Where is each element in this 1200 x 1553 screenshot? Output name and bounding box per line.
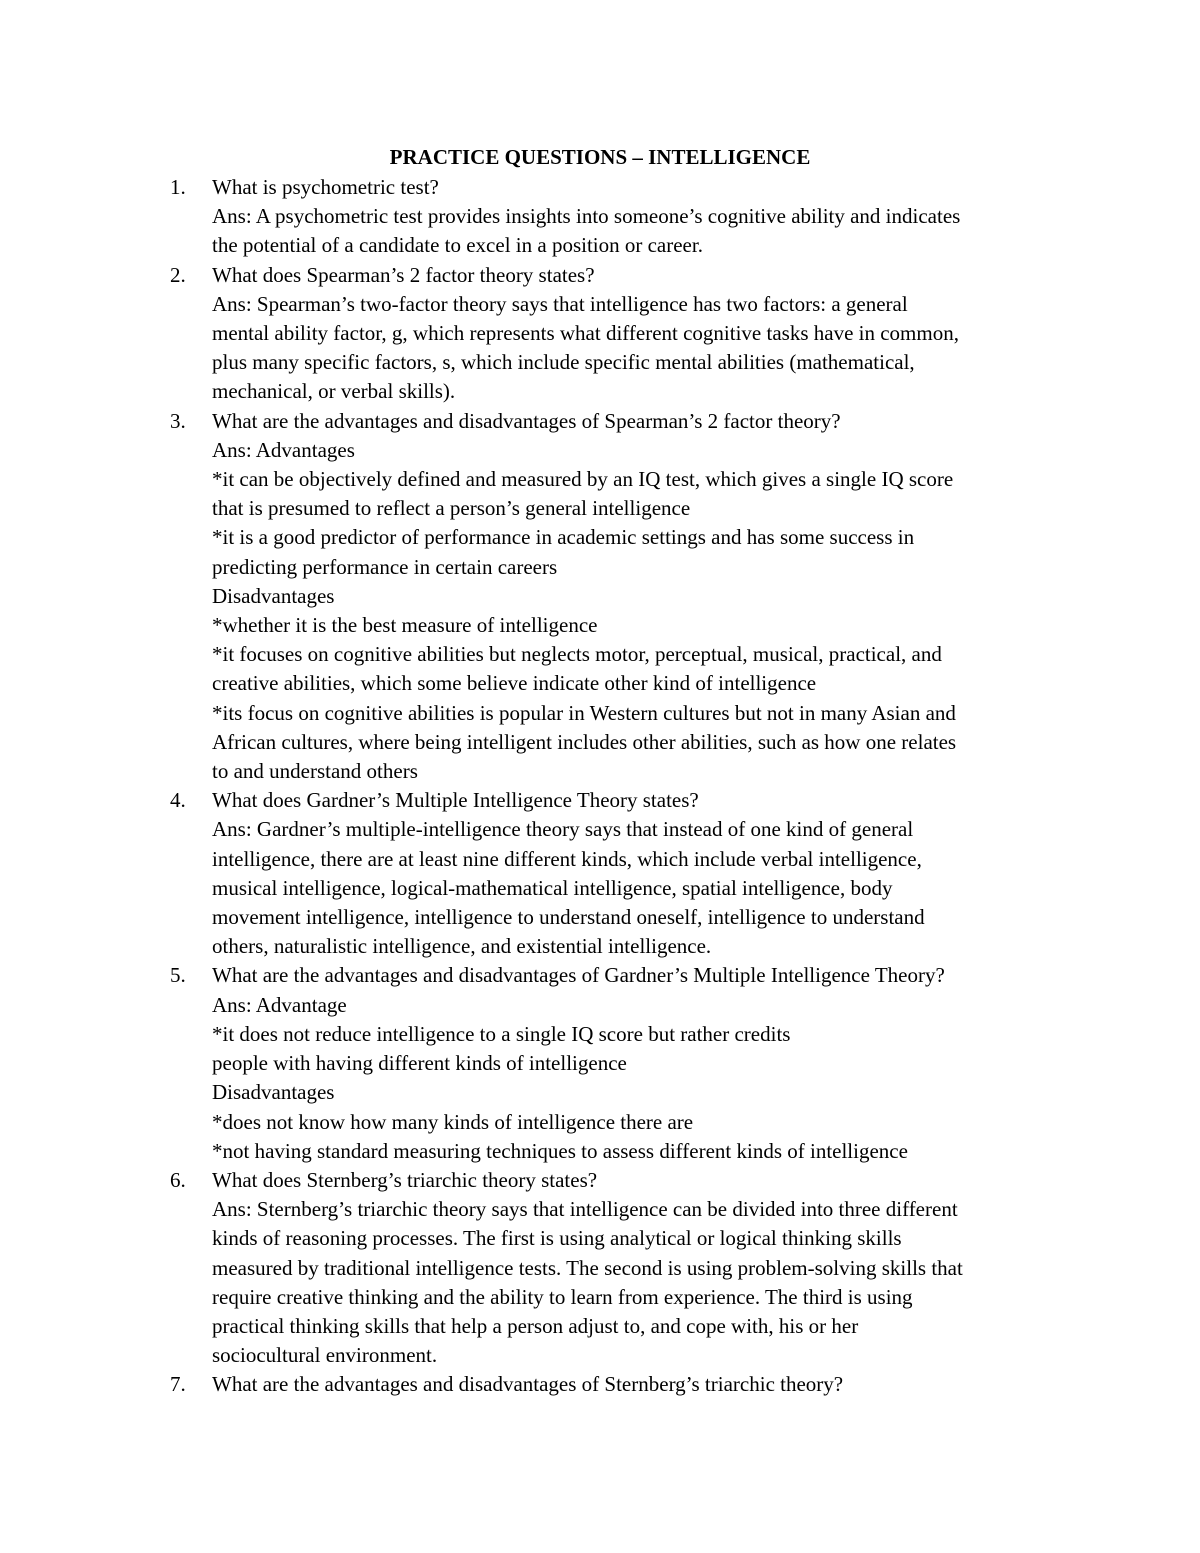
question-item — [170, 407, 1070, 787]
question-item — [170, 1166, 1070, 1370]
answer-line: sociocultural environment. — [212, 1343, 438, 1368]
answer-line: kinds of reasoning processes. The first is using analytical or logical thinking skills — [212, 1226, 902, 1251]
answer-line: African cultures, where being intelligent includes other abilities, such as how one relates — [212, 729, 957, 754]
answer-line: measured by traditional intelligence tests. The second is using problem-solving skills that — [212, 1255, 963, 1280]
answer-line: *it does not reduce intelligence to a single IQ score but rather credits — [212, 1021, 791, 1046]
answer-line: Ans: Spearman’s two-factor theory says that intelligence has two factors: a general — [212, 291, 908, 316]
answer-line: *it focuses on cognitive abilities but neglects motor, perceptual, musical, practical, and — [212, 642, 942, 667]
question-text: What does Spearman’s 2 factor theory states? — [212, 262, 595, 287]
question-list — [170, 173, 1070, 1400]
answer-line: plus many specific factors, s, which include specific mental abilities (mathematical, — [212, 350, 915, 375]
question-item — [170, 1370, 1070, 1399]
answer-line: Disadvantages — [212, 1080, 335, 1105]
question-number: 7. — [170, 1372, 186, 1397]
question-item — [170, 786, 1070, 961]
question-item — [170, 173, 1070, 261]
question-text: What does Gardner’s Multiple Intelligence Theory states? — [212, 788, 699, 813]
answer-line: to and understand others — [212, 759, 418, 784]
question-number: 2. — [170, 262, 186, 287]
page-title: PRACTICE QUESTIONS – INTELLIGENCE — [389, 145, 811, 169]
answer-line: others, naturalistic intelligence, and existential intelligence. — [212, 934, 712, 959]
answer-line: people with having different kinds of intelligence — [212, 1051, 627, 1076]
question-number: 3. — [170, 408, 186, 433]
answer-line: *does not know how many kinds of intelligence there are — [212, 1109, 694, 1134]
answer-line: *it can be objectively defined and measured by an IQ test, which gives a single IQ score — [212, 467, 954, 492]
question-text: What are the advantages and disadvantages of Spearman’s 2 factor theory? — [212, 408, 841, 433]
answer-line: mechanical, or verbal skills). — [212, 379, 456, 404]
question-item — [170, 961, 1070, 1165]
answer-line: *its focus on cognitive abilities is popular in Western cultures but not in many Asian and — [212, 700, 956, 725]
answer-line: Ans: Sternberg’s triarchic theory says that intelligence can be divided into three different — [212, 1197, 958, 1222]
answer-line: the potential of a candidate to excel in a position or career. — [212, 233, 703, 258]
question-number: 5. — [170, 963, 186, 988]
question-number: 4. — [170, 788, 186, 813]
answer-line: Ans: Advantages — [212, 437, 355, 462]
question-text: What does Sternberg’s triarchic theory states? — [212, 1167, 598, 1192]
answer-line: creative abilities, which some believe indicate other kind of intelligence — [212, 671, 817, 696]
answer-line: practical thinking skills that help a person adjust to, and cope with, his or her — [212, 1313, 859, 1338]
question-text: What are the advantages and disadvantages of Gardner’s Multiple Intelligence Theory? — [212, 963, 945, 988]
answer-line: require creative thinking and the ability to learn from experience. The third is using — [212, 1284, 913, 1309]
answer-line: that is presumed to reflect a person’s general intelligence — [212, 496, 691, 521]
answer-line: Ans: Advantage — [212, 992, 347, 1017]
answer-line: *whether it is the best measure of intelligence — [212, 613, 598, 638]
question-number: 6. — [170, 1167, 186, 1192]
answer-line: Disadvantages — [212, 583, 335, 608]
question-text: What is psychometric test? — [212, 175, 439, 199]
answer-line: musical intelligence, logical-mathematical intelligence, spatial intelligence, body — [212, 875, 893, 900]
answer-line: intelligence, there are at least nine different kinds, which include verbal intelligence, — [212, 846, 922, 871]
answer-line: *it is a good predictor of performance in academic settings and has some success in — [212, 525, 915, 550]
answer-line: *not having standard measuring techniques to assess different kinds of intelligence — [212, 1138, 908, 1163]
answer-line: predicting performance in certain careers — [212, 554, 558, 579]
answer-line: Ans: Gardner’s multiple-intelligence theory says that instead of one kind of general — [212, 817, 914, 842]
question-number: 1. — [170, 175, 186, 199]
answer-line: Ans: A psychometric test provides insights into someone’s cognitive ability and indicates — [212, 204, 961, 229]
question-item — [170, 261, 1070, 407]
answer-line: movement intelligence, intelligence to understand oneself, intelligence to understand — [212, 905, 925, 930]
question-text: What are the advantages and disadvantages of Sternberg’s triarchic theory? — [212, 1372, 844, 1397]
answer-line: mental ability factor, g, which represents what different cognitive tasks have in common, — [212, 321, 959, 346]
